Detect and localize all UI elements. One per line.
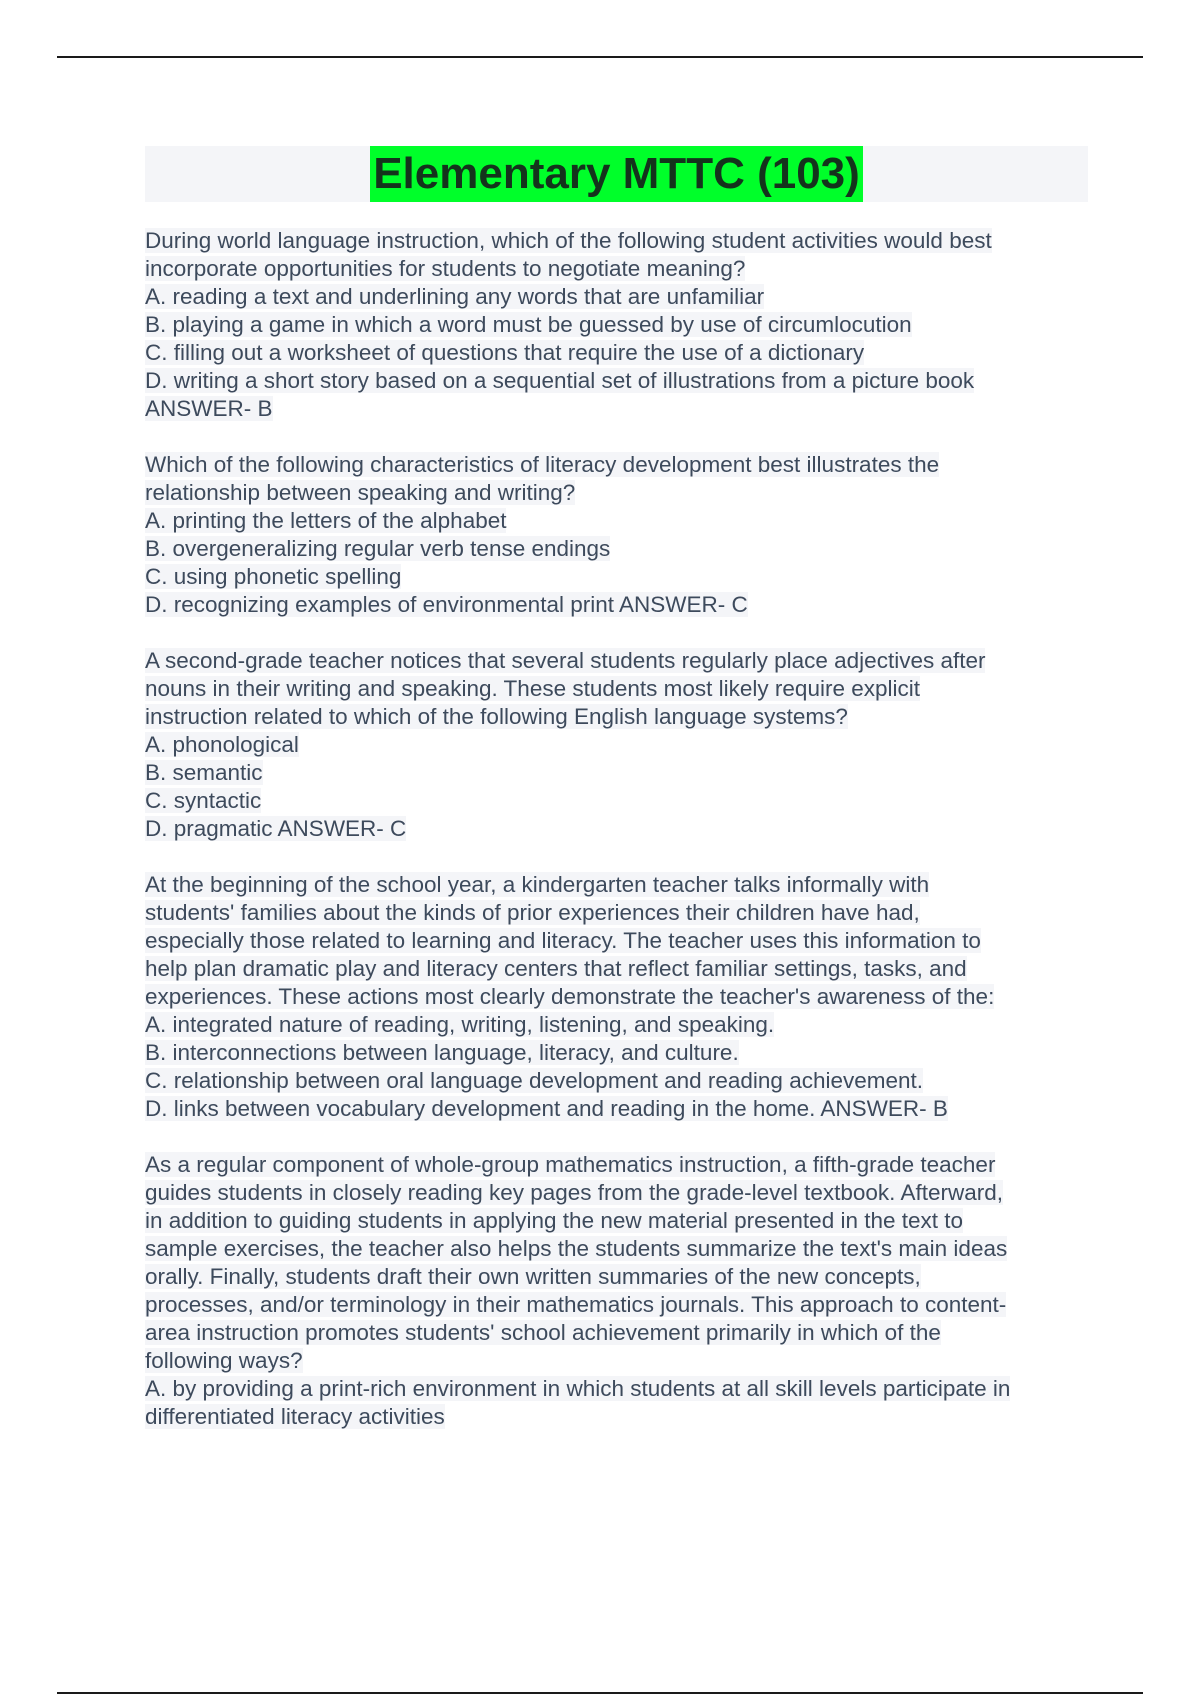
question-line xyxy=(145,1291,1105,1319)
question-line xyxy=(145,703,1105,731)
text: differentiated literacy activities xyxy=(145,1404,445,1429)
answer-option xyxy=(145,731,1105,759)
text: D. links between vocabulary development and reading in the home. ANSWER- B xyxy=(145,1096,948,1121)
question-line xyxy=(145,1347,1105,1375)
text: B. semantic xyxy=(145,760,263,785)
text: area instruction promotes students' school achievement primarily in which of the xyxy=(145,1320,941,1345)
text: orally. Finally, students draft their own written summaries of the new concepts, xyxy=(145,1264,921,1289)
answer-option xyxy=(145,591,1105,619)
question-line xyxy=(145,955,1105,983)
page-title: Elementary MTTC (103) xyxy=(370,146,863,202)
answer-option xyxy=(145,1011,1105,1039)
answer-option xyxy=(145,507,1105,535)
top-rule xyxy=(57,56,1143,58)
text: D. writing a short story based on a sequential set of illustrations from a picture book xyxy=(145,368,975,393)
question-line xyxy=(145,1151,1105,1179)
question-list xyxy=(145,227,1105,1459)
text: A. printing the letters of the alphabet xyxy=(145,508,507,533)
answer-option xyxy=(145,1039,1105,1067)
text: especially those related to learning and literacy. The teacher uses this information to xyxy=(145,928,981,953)
answer-option xyxy=(145,1403,1105,1431)
title-band xyxy=(145,146,1088,202)
answer-option xyxy=(145,367,1105,395)
text: D. pragmatic ANSWER- C xyxy=(145,816,407,841)
text: B. overgeneralizing regular verb tense endings xyxy=(145,536,611,561)
text: A. integrated nature of reading, writing, listening, and speaking. xyxy=(145,1012,775,1037)
question-block xyxy=(145,1151,1105,1431)
question-block xyxy=(145,647,1105,843)
answer-option xyxy=(145,759,1105,787)
question-line xyxy=(145,927,1105,955)
question-block xyxy=(145,227,1105,423)
text: C. syntactic xyxy=(145,788,262,813)
text: ANSWER- B xyxy=(145,396,273,421)
question-line xyxy=(145,1207,1105,1235)
text: Which of the following characteristics of literacy development best illustrates the xyxy=(145,452,940,477)
question-line xyxy=(145,983,1105,1011)
text: guides students in closely reading key pages from the grade-level textbook. Afterward, xyxy=(145,1180,1003,1205)
answer-option xyxy=(145,339,1105,367)
text: A. phonological xyxy=(145,732,299,757)
text: incorporate opportunities for students to negotiate meaning? xyxy=(145,256,746,281)
question-line xyxy=(145,451,1105,479)
question-line xyxy=(145,255,1105,283)
text: At the beginning of the school year, a kindergarten teacher talks informally with xyxy=(145,872,930,897)
text: B. interconnections between language, literacy, and culture. xyxy=(145,1040,739,1065)
text: students' families about the kinds of prior experiences their children have had, xyxy=(145,900,920,925)
question-line xyxy=(145,647,1105,675)
question-line xyxy=(145,1263,1105,1291)
question-line xyxy=(145,1179,1105,1207)
text: As a regular component of whole-group mathematics instruction, a fifth-grade teacher xyxy=(145,1152,996,1177)
text: instruction related to which of the following English language systems? xyxy=(145,704,848,729)
question-line xyxy=(145,899,1105,927)
text: C. filling out a worksheet of questions that require the use of a dictionary xyxy=(145,340,865,365)
text: sample exercises, the teacher also helps the students summarize the text's main ideas xyxy=(145,1236,1008,1261)
answer-option xyxy=(145,283,1105,311)
question-block xyxy=(145,451,1105,619)
answer-option xyxy=(145,1067,1105,1095)
text: processes, and/or terminology in their mathematics journals. This approach to content- xyxy=(145,1292,1007,1317)
text: nouns in their writing and speaking. These students most likely require explicit xyxy=(145,676,920,701)
question-line xyxy=(145,479,1105,507)
question-line xyxy=(145,871,1105,899)
text: C. relationship between oral language development and reading achievement. xyxy=(145,1068,924,1093)
answer-option xyxy=(145,563,1105,591)
text: A. by providing a print-rich environment in which students at all skill levels participate in xyxy=(145,1376,1011,1401)
answer-option xyxy=(145,535,1105,563)
text: C. using phonetic spelling xyxy=(145,564,402,589)
answer-option xyxy=(145,311,1105,339)
text: relationship between speaking and writing? xyxy=(145,480,576,505)
text: help plan dramatic play and literacy centers that reflect familiar settings, tasks, and xyxy=(145,956,967,981)
answer-key xyxy=(145,395,1105,423)
question-block xyxy=(145,871,1105,1123)
text: A second-grade teacher notices that several students regularly place adjectives after xyxy=(145,648,986,673)
question-line xyxy=(145,675,1105,703)
question-line xyxy=(145,1319,1105,1347)
answer-option xyxy=(145,787,1105,815)
text: following ways? xyxy=(145,1348,303,1373)
text: A. reading a text and underlining any words that are unfamiliar xyxy=(145,284,765,309)
text: D. recognizing examples of environmental print ANSWER- C xyxy=(145,592,748,617)
answer-option xyxy=(145,815,1105,843)
answer-option xyxy=(145,1095,1105,1123)
text: experiences. These actions most clearly demonstrate the teacher's awareness of the: xyxy=(145,984,995,1009)
question-line xyxy=(145,1235,1105,1263)
text: in addition to guiding students in applying the new material presented in the text to xyxy=(145,1208,964,1233)
text: B. playing a game in which a word must be guessed by use of circumlocution xyxy=(145,312,912,337)
text: During world language instruction, which of the following student activities would best xyxy=(145,228,992,253)
bottom-rule xyxy=(57,1692,1143,1694)
answer-option xyxy=(145,1375,1105,1403)
question-line xyxy=(145,227,1105,255)
